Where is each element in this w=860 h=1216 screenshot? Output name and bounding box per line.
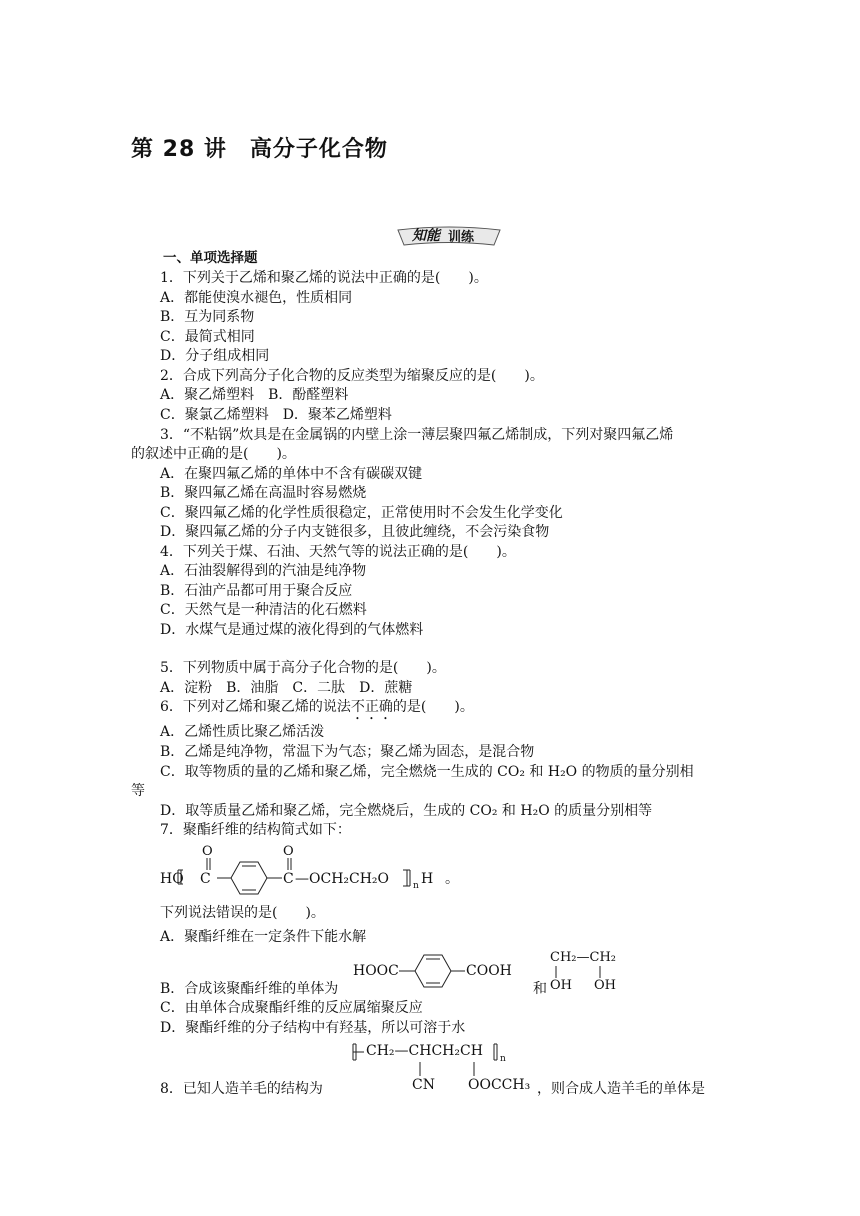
q6-option-c-line1: C．取等物质的量的乙烯和聚乙烯，完全燃烧一生成的 CO₂ 和 H₂O 的物质的量分别相 bbox=[160, 764, 694, 780]
ethylene-glycol-formula bbox=[548, 946, 628, 996]
q2-options-ab: A．聚乙烯塑料 B．酚醛塑料 bbox=[160, 387, 349, 403]
cooh-label: COOH bbox=[466, 963, 512, 979]
q2-stem: 2．合成下列高分子化合物的反应类型为缩聚反应的是( )。 bbox=[160, 368, 544, 384]
q5-stem: 5．下列物质中属于高分子化合物的是( )。 bbox=[160, 660, 446, 676]
formula-och2ch2o: —OCH₂CH₂O bbox=[295, 871, 390, 887]
q6-stem-emphasis: 不正确 bbox=[350, 699, 393, 715]
ch2-ch2-label: CH₂—CH₂ bbox=[550, 950, 616, 965]
q6-option-d: D．取等质量乙烯和聚乙烯，完全燃烧后，生成的 CO₂ 和 H₂O 的质量分别相等 bbox=[160, 803, 653, 819]
oh-label-2: OH bbox=[594, 978, 616, 993]
page-title: 第 28 讲 高分子化合物 bbox=[131, 137, 388, 162]
q3-stem-line1: 3．“不粘锅”炊具是在金属锅的内壁上涂一薄层聚四氟乙烯制成，下列对聚四氟乙烯 bbox=[160, 427, 674, 443]
q4-option-d: D．水煤气是通过煤的液化得到的气体燃料 bbox=[160, 622, 424, 638]
section-heading: 一、单项选择题 bbox=[163, 250, 258, 266]
q6-option-c-line2: 等 bbox=[131, 783, 145, 799]
cn-label: CN bbox=[412, 1077, 435, 1093]
formula-c-1: C bbox=[200, 871, 211, 887]
badge-label-1: 知能 bbox=[412, 228, 440, 244]
q3-option-d: D．聚四氟乙烯的分子内支链很多，且彼此缠绕，不会污染食物 bbox=[160, 524, 550, 540]
q6-stem-pre: 6．下列对乙烯和聚乙烯的说法 bbox=[160, 699, 351, 715]
q7-option-b: B．合成该聚酯纤维的单体为 bbox=[160, 981, 339, 997]
q7-option-d: D．聚酯纤维的分子结构中有羟基，所以可溶于水 bbox=[160, 1020, 466, 1036]
q3-option-a: A．在聚四氟乙烯的单体中不含有碳碳双键 bbox=[160, 466, 423, 482]
polyester-structure-formula bbox=[155, 840, 459, 900]
q1-option-d: D．分子组成相同 bbox=[160, 348, 270, 364]
q1-option-a: A．都能使溴水褪色，性质相同 bbox=[160, 290, 353, 306]
q2-options-cd: C．聚氯乙烯塑料 D．聚苯乙烯塑料 bbox=[160, 407, 392, 423]
q6-option-b: B．乙烯是纯净物，常温下为气态；聚乙烯为固态，是混合物 bbox=[160, 744, 535, 760]
formula-h: H bbox=[421, 871, 434, 887]
q8-stem-post: ，则合成人造羊毛的单体是 bbox=[537, 1081, 705, 1097]
q4-stem: 4．下列关于煤、石油、天然气等的说法正确的是( )。 bbox=[160, 544, 516, 560]
formula-c-2: C bbox=[283, 871, 294, 887]
q7-stem: 7．聚酯纤维的结构简式如下： bbox=[160, 822, 351, 838]
q3-option-c: C．聚四氟乙烯的化学性质很稳定，正常使用时不会发生化学变化 bbox=[160, 505, 563, 521]
and-label: 和 bbox=[533, 981, 547, 997]
knowledge-training-badge bbox=[394, 226, 504, 248]
q6-stem-post: 的是( )。 bbox=[392, 699, 474, 715]
carbonyl-o-2: O bbox=[283, 844, 294, 859]
q3-option-b: B．聚四氟乙烯在高温时容易燃烧 bbox=[160, 485, 367, 501]
q4-option-b: B．石油产品都可用于聚合反应 bbox=[160, 583, 353, 599]
q4-option-c: C．天然气是一种清洁的化石燃料 bbox=[160, 602, 367, 618]
carbonyl-o-1: O bbox=[202, 844, 213, 859]
formula-n: n bbox=[413, 881, 419, 891]
q7-question: 下列说法错误的是( )。 bbox=[160, 905, 325, 921]
q1-option-b: B．互为同系物 bbox=[160, 309, 255, 325]
q6-option-a: A．乙烯性质比聚乙烯活泼 bbox=[160, 724, 325, 740]
ester-label: OOCCH₃ bbox=[468, 1077, 531, 1093]
q7-option-a: A．聚酯纤维在一定条件下能水解 bbox=[160, 929, 367, 945]
q4-option-a: A．石油裂解得到的汽油是纯净物 bbox=[160, 563, 367, 579]
wool-n-label: n bbox=[500, 1054, 506, 1064]
terephthalic-acid-formula bbox=[353, 950, 533, 994]
artificial-wool-structure bbox=[350, 1040, 535, 1100]
formula-ho: HO bbox=[160, 871, 184, 887]
q1-stem: 1．下列关于乙烯和聚乙烯的说法中正确的是( )。 bbox=[160, 270, 488, 286]
q1-option-c: C．最简式相同 bbox=[160, 329, 255, 345]
q8-stem-pre: 8．已知人造羊毛的结构为 bbox=[160, 1081, 323, 1097]
q6-stem bbox=[160, 698, 474, 723]
formula-period: 。 bbox=[445, 871, 459, 887]
badge-label-2: 训练 bbox=[448, 230, 475, 245]
oh-label-1: OH bbox=[550, 978, 572, 993]
q7-option-c: C．由单体合成聚酯纤维的反应属缩聚反应 bbox=[160, 1000, 423, 1016]
q5-options: A．淀粉 B．油脂 C．二肽 D．蔗糖 bbox=[160, 680, 413, 696]
hooc-label: HOOC bbox=[353, 963, 399, 979]
wool-chain-label: CH₂—CHCH₂CH bbox=[366, 1043, 483, 1059]
q3-stem-line2: 的叙述中正确的是( )。 bbox=[131, 446, 296, 462]
